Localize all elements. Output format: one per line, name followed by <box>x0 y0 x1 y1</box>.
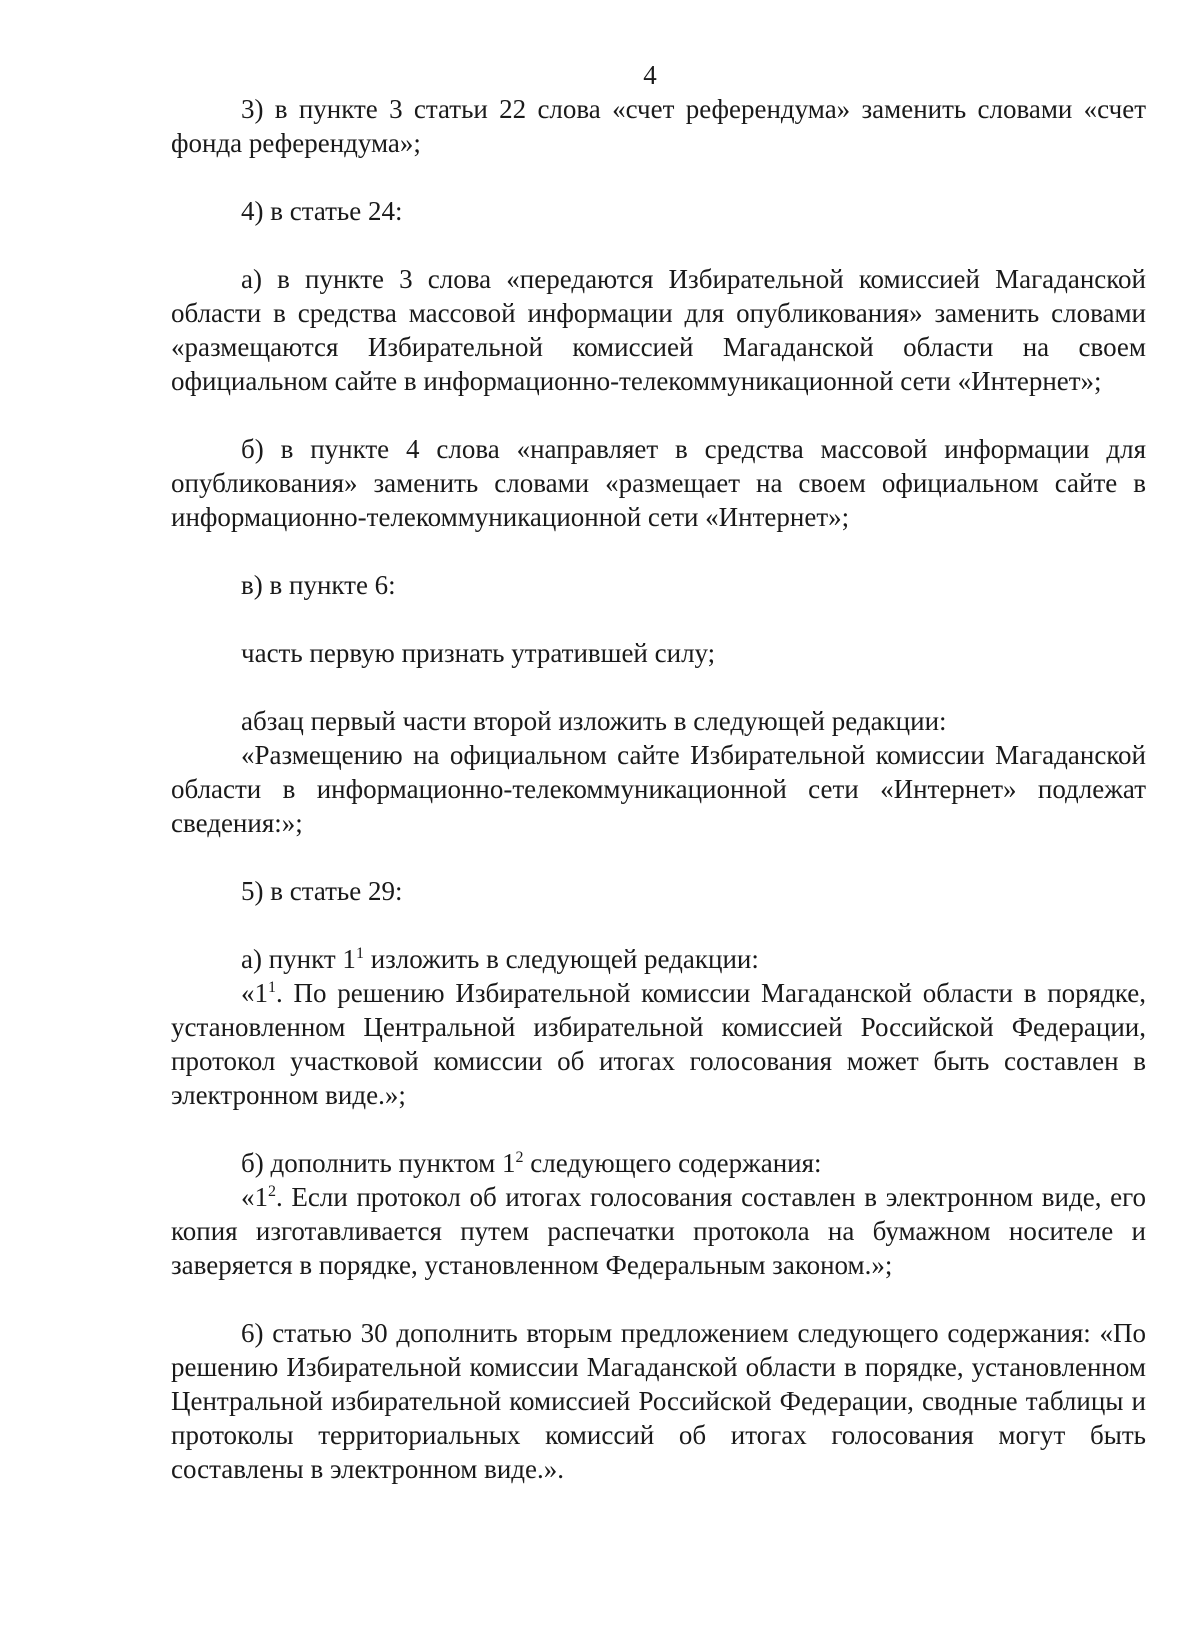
paragraph-item-4v: в) в пункте 6: <box>241 570 396 600</box>
paragraph-item-5a-pre: а) пункт 1 <box>241 944 356 974</box>
document-body <box>171 92 1146 1514</box>
paragraph-item-5a-text-post: . По решению Избирательной комиссии Магаданской области в порядке, установленном Центральной избирательной комиссией Российской Федерации, протокол участковой комиссии об итогах голосования может быть составлен в электронном виде.»; <box>171 978 1146 1110</box>
page-number: 4 <box>643 60 657 90</box>
paragraph-part-one-repealed: часть первую признать утратившей силу; <box>241 638 716 668</box>
paragraph-item-4: 4) в статье 24: <box>241 196 403 226</box>
paragraph-item-5b-text-post: . Если протокол об итогах голосования составлен в электронном виде, его копия изготавливается путем распечатки протокола на бумажном носителе и заверяется в порядке, установленном Федеральным законом.»; <box>171 1182 1146 1280</box>
superscript: 1 <box>355 945 364 962</box>
paragraph-item-5a-text-pre: «1 <box>241 978 268 1008</box>
superscript: 2 <box>515 1149 524 1166</box>
paragraph-item-6: 6) статью 30 дополнить вторым предложением следующего содержания: «По решению Избирательной комиссии Магаданской области в порядке, установленном Центральной избирательной комиссией Российской Федерации, сводные таблицы и протоколы территориальных комиссий об итогах голосования могут быть составлены в электронном виде.». <box>171 1318 1146 1484</box>
paragraph-item-4b: б) в пункте 4 слова «направляет в средства массовой информации для опубликования» заменить словами «размещает на своем официальном сайте в информационно-телекоммуникационной сети «Интернет»; <box>171 434 1146 532</box>
paragraph-item-4a: а) в пункте 3 слова «передаются Избирательной комиссией Магаданской области в средства массовой информации для опубликования» заменить словами «размещаются Избирательной комиссией Магаданской области на своем официальном сайте в информационно-телекоммуникационной сети «Интернет»; <box>171 264 1146 396</box>
paragraph-item-5b <box>171 1146 1146 1180</box>
paragraph-item-5b-text-pre: «1 <box>241 1182 268 1212</box>
paragraph-item-5b-post: следующего содержания: <box>523 1148 822 1178</box>
paragraph-abzac-new-text: «Размещению на официальном сайте Избирательной комиссии Магаданской области в информационно-телекоммуникационной сети «Интернет» подлежат сведения:»; <box>171 740 1146 838</box>
superscript: 2 <box>268 1183 276 1200</box>
paragraph-item-5b-text <box>171 1180 1146 1282</box>
paragraph-abzac-intro: абзац первый части второй изложить в следующей редакции: <box>241 706 947 736</box>
superscript: 1 <box>268 979 276 996</box>
paragraph-item-5a-post: изложить в следующей редакции: <box>363 944 759 974</box>
paragraph-item-3: 3) в пункте 3 статьи 22 слова «счет референдума» заменить словами «счет фонда референдума»; <box>171 94 1146 158</box>
paragraph-item-5: 5) в статье 29: <box>241 876 403 906</box>
paragraph-item-5a <box>171 942 1146 976</box>
paragraph-item-5b-pre: б) дополнить пунктом 1 <box>241 1148 516 1178</box>
paragraph-item-5a-text <box>171 976 1146 1112</box>
